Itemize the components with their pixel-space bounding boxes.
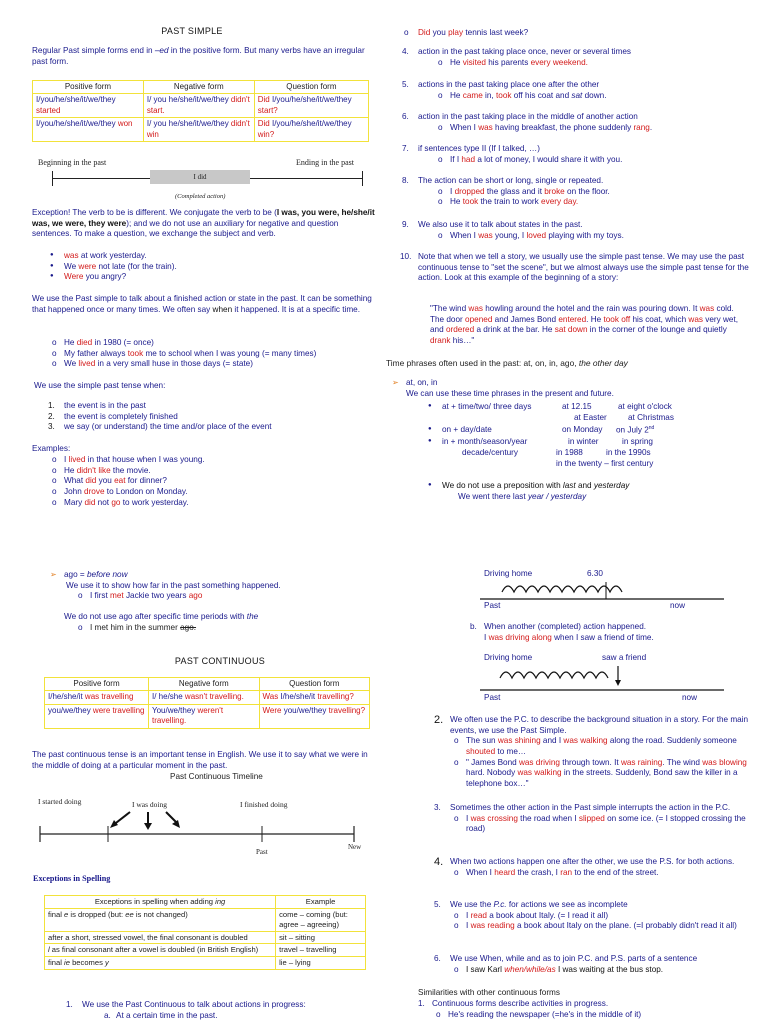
usage-6: 6. action in the past taking place in the middle of another action o When I was having breakfast, the phone suddenly rang.	[418, 112, 748, 133]
ago-section	[64, 570, 374, 633]
cell: Was I/he/she/it travelling?	[259, 691, 370, 704]
cell: final e is dropped (but: ee is not changed)	[45, 908, 276, 931]
list-item: ● We were not late (for the train).	[64, 262, 364, 273]
pc-use6: 6. We use When, while and as to join P.C. and P.S. parts of a sentence o I saw Karl when/while/as I was waiting at the bus stop.	[450, 954, 756, 975]
cell: come – coming (but: agree – agreeing)	[276, 908, 366, 931]
pc-use1a: a. At a certain time in the past.	[104, 1011, 218, 1020]
cell: sit – sitting	[276, 931, 366, 944]
spelling-table	[44, 895, 366, 970]
timeline-box: I did	[150, 170, 250, 184]
cell: travel – travelling	[276, 944, 366, 957]
row-on: ● on + day/date	[442, 425, 492, 436]
tl-past: Past	[256, 848, 268, 856]
sub-desc: We can use these time phrases in the present and future.	[406, 388, 614, 398]
cell: in 1988	[556, 448, 583, 457]
when-intro: We use the simple past tense when:	[34, 381, 166, 390]
pc-timeline-diagram	[30, 808, 370, 858]
cell: at Easter	[574, 413, 607, 422]
list-item: o I lived in that house when I was young.	[64, 455, 364, 466]
list-item: ● was at work yesterday.	[64, 251, 364, 262]
list-item: o My father always took me to school when I was young (= many times)	[64, 349, 374, 360]
pc-use5: 5. We use the P.c. for actions we see as incomplete o I read a book about Italy. (= I read it all) o I was reading a book about Italy on the plane. (=I probably didn't read it all)	[450, 900, 756, 932]
driving-wave-diagram	[480, 576, 730, 604]
tl-now: New	[348, 843, 362, 851]
pc-b: b. When another (completed) action happened. I was driving along when I saw a friend of time.	[470, 622, 654, 642]
usage-5: 5. actions in the past taking place one after the other o He came in, took off his coat and sat down.	[418, 80, 748, 101]
no-prep	[442, 481, 752, 502]
past-continuous-title: PAST CONTINUOUS	[174, 656, 266, 666]
cell: decade/century	[462, 448, 518, 457]
sub-head: ➢ at, on, in	[406, 378, 746, 389]
cell: Did I/you/he/she/it/we/they win?	[254, 118, 368, 142]
usage-8: 8. The action can be short or long, single or repeated. o I dropped the glass and it broke on the floor. o He took the train to work every day.	[418, 176, 748, 208]
cell: on July 2nd	[616, 425, 655, 435]
cell: you/we/they were travelling	[45, 704, 149, 728]
list-item: 1. the event is in the past	[48, 401, 146, 410]
row-in: ● in + month/season/year	[442, 437, 527, 448]
cell: l as final consonant after a vowel is doubled (in British English)	[45, 944, 276, 957]
list-item: ● We do not use a preposition with last and yesterday	[442, 481, 752, 492]
list-item: 2. the event is completely finished	[48, 411, 178, 421]
ago-not: We do not use ago after specific time periods with the	[64, 611, 259, 621]
story-excerpt: "The wind was howling around the hotel and the rain was pouring down. It was cold. The door opened and James Bond entered. He took off his coat, which was very wet, and ordered a drink at the bar. He sat down in the corner of the lounge and quietly drank his…"	[430, 304, 739, 345]
examples-label: Examples:	[32, 444, 71, 453]
tl-start: I started doing	[38, 797, 82, 806]
cell: after a short, stressed vowel, the final consonant is doubled	[45, 931, 276, 944]
col-exceptions: Exceptions in spelling when adding ing	[45, 896, 276, 909]
cell: I/ you he/she/it/we/they didn't start.	[143, 94, 254, 118]
timeline-end: Ending in the past	[296, 158, 354, 167]
list-item: We went there last year / yesterday	[458, 491, 587, 501]
be-examples	[64, 251, 364, 283]
d2-right: saw a friend	[602, 653, 647, 662]
d2-now: now	[682, 693, 698, 702]
examples-list	[64, 455, 364, 508]
cell: at eight o'clock	[618, 402, 672, 411]
cell: in winter	[568, 437, 599, 446]
list-item: o He didn't like the movie.	[64, 466, 364, 477]
list-item: o I first met Jackie two years ago	[90, 591, 374, 602]
timeline-caption: (Completed action)	[175, 193, 226, 200]
cell: I/ you he/she/it/we/they didn't win	[143, 118, 254, 142]
tl-mid: I was doing	[132, 800, 167, 809]
q-example: o Did you play tennis last week?	[404, 28, 529, 37]
cell: on Monday	[562, 425, 603, 434]
pc-use3: 3. Sometimes the other action in the Past simple interrupts the action in the P.C. o I was crossing the road when I slipped on some ice. (= I stopped crossing the road)	[450, 803, 756, 835]
list-item: o What did you eat for dinner?	[64, 476, 364, 487]
past-simple-form-table	[32, 80, 369, 142]
cell: at Christmas	[628, 413, 674, 422]
similarities-1: 1. Continuous forms describe activities in progress. o He's reading the newspaper (=he's in the middle of it)	[432, 999, 752, 1020]
pc-description: The past continuous tense is an important tense in English. We use it to say what we were in the middle of doing at a particular moment in the past.	[32, 750, 368, 770]
cell: lie – lying	[276, 957, 366, 970]
use-examples	[64, 338, 374, 370]
d1-now: now	[670, 601, 686, 610]
spelling-title: Exceptions in Spelling	[33, 874, 111, 883]
pc-use1: 1. We use the Past Continuous to talk about actions in progress:	[66, 1000, 306, 1009]
list-item: ● Were you angry?	[64, 272, 364, 283]
cell: at 12.15	[562, 402, 592, 411]
list-item: o John drove to London on Monday.	[64, 487, 364, 498]
past-simple-title: PAST SIMPLE	[161, 26, 223, 36]
usage-10: 10. Note that when we tell a story, we usually use the simple past tense. We may use the past continuous tense to "set the scene", but we almost always use the simple past tense for the action. Look at this example of the beginning of a story:	[400, 252, 749, 283]
cell: I/you/he/she/it/we/they started	[33, 94, 144, 118]
d2-past: Past	[484, 693, 501, 702]
cell: You/we/they weren't travelling.	[149, 704, 260, 728]
similarities-title: Similarities with other continuous forms	[418, 988, 560, 997]
cell: final ie becomes y	[45, 957, 276, 970]
pc-use2: 2. We often use the P.C. to describe the background situation in a story. For the main events, we use the Past Simple. o The sun was shining and I was walking along the road. Suddenly someone shouted to me… o " James Bond was driving through town. It was raining. The wind was blowing hard. Nobody was walking in the streets. Suddenly, Bond saw the killer in a telephone box…"	[450, 715, 756, 790]
past-simple-intro: Regular Past simple forms end in –ed in the positive form. But many verbs have an irregular past form.	[32, 46, 365, 66]
cell: in the twenty – first century	[556, 459, 654, 468]
past-continuous-form-table	[44, 677, 370, 729]
col-positive: Positive form	[33, 81, 144, 94]
cell: I/ he/she wasn't travelling.	[149, 691, 260, 704]
col-question: Question form	[254, 81, 368, 94]
pc-timeline-title: Past Continuous Timeline	[170, 772, 263, 781]
usage-9: 9. We also use it to talk about states in the past. o When I was young, I loved playing with my toys.	[418, 220, 748, 241]
timeline-tick	[52, 171, 53, 186]
d1-past: Past	[484, 601, 501, 610]
col-positive: Positive form	[45, 678, 149, 691]
usage-7: 7. if sentences type II (If I talked, …) o If I had a lot of money, I would share it with you.	[418, 144, 748, 165]
col-negative: Negative form	[149, 678, 260, 691]
d1-left: Driving home	[484, 569, 533, 578]
cell: in the 1990s	[606, 448, 651, 457]
list-item: o Mary did not go to work yesterday.	[64, 498, 364, 509]
cell: Did I/you/he/she/it/we/they start?	[254, 94, 368, 118]
row-at: ● at + time/two/ three days	[442, 402, 531, 413]
time-phrases-title: Time phrases often used in the past: at, on, in, ago, the other day	[386, 358, 628, 368]
col-negative: Negative form	[143, 81, 254, 94]
list-item: o We lived in a very small huse in those days (= state)	[64, 359, 374, 370]
ago-head: ➢ ago = before now	[64, 570, 374, 581]
cell: I/he/she/it was travelling	[45, 691, 149, 704]
exception-paragraph: Exception! The verb to be is different. We conjugate the verb to be (I was, you were, he/she/it was, we were, they were); and we do not use an auxiliary for negative and question sentences. To make a question, we exchange the subject and verb.	[32, 208, 375, 239]
list-item: 3. we say (or understand) the time and/or place of the event	[48, 422, 272, 432]
cell: Were you/we/they travelling?	[259, 704, 370, 728]
tl-end: I finished doing	[240, 800, 288, 809]
list-item: o I met him in the summer ago.	[90, 623, 374, 634]
driving-wave-diagram-2	[480, 662, 730, 694]
ago-desc: We use it to show how far in the past something happened.	[66, 580, 281, 590]
col-question: Question form	[259, 678, 370, 691]
timeline-tick	[362, 171, 363, 186]
timeline-begin: Beginning in the past	[38, 158, 107, 167]
list-item: o He died in 1980 (= once)	[64, 338, 374, 349]
use-paragraph: We use the Past simple to talk about a finished action or state in the past. It can be something that happened once or many times. We often say when it happened. It is at a specific time.	[32, 294, 372, 314]
pc-use4: 4. When two actions happen one after the other, we use the P.S. for both actions. o When I heard the crash, I ran to the end of the street.	[450, 857, 756, 878]
d2-left: Driving home	[484, 653, 533, 662]
cell: in spring	[622, 437, 653, 446]
cell: I/you/he/she/it/we/they won	[33, 118, 144, 142]
usage-4: 4. action in the past taking place once, never or several times o He visited his parents every weekend.	[418, 47, 748, 68]
d1-time: 6.30	[587, 569, 603, 578]
time-phrase-grid	[442, 402, 762, 472]
at-on-in	[406, 378, 746, 399]
when-list	[48, 401, 368, 433]
col-example: Example	[276, 896, 366, 909]
